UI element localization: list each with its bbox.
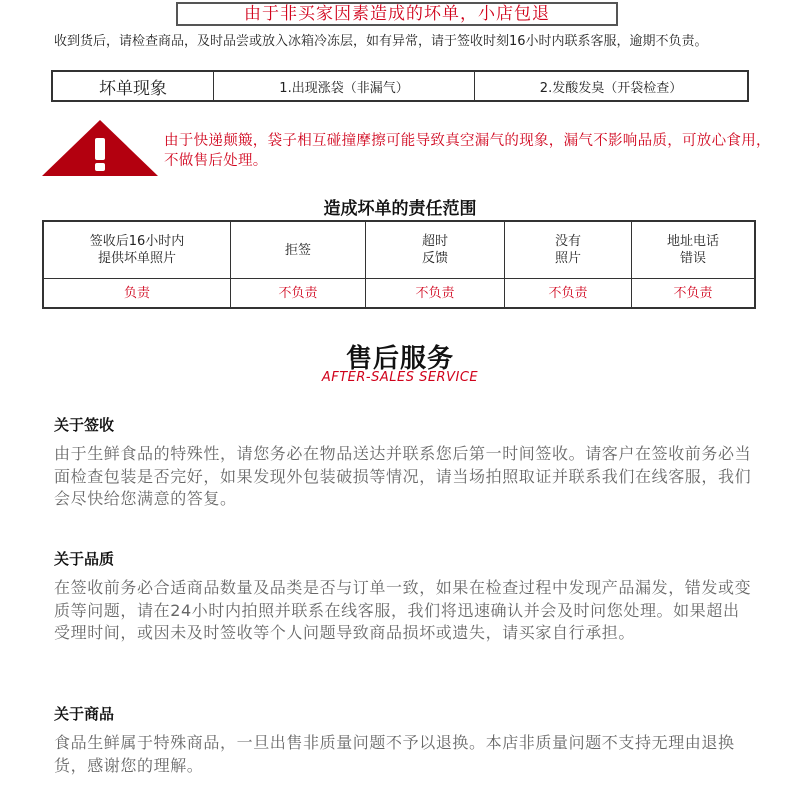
section-heading: 关于商品	[54, 705, 115, 723]
responsibility-cell	[505, 221, 632, 279]
responsibility-cell	[632, 221, 756, 279]
section-body: 由于生鲜食品的特殊性，请您务必在物品送达并联系您后第一时间签收。请客户在签收前务必当面检查包装是否完好，如果发现外包装破损等情况，请当场拍照取证并联系我们在线客服，我们会尽快给您满意的答复。	[54, 444, 752, 508]
after-sales-title: 售后服务	[345, 344, 454, 374]
after-sales-subtitle: AFTER-SALES SERVICE	[321, 370, 479, 385]
cell-line: 拒签	[284, 242, 311, 258]
section-body: 在签收前务必合适商品数量及品类是否与订单一致，如果在检查过程中发现产品漏发，错发或变质等问题，请在24小时内拍照并联系在线客服，我们将迅速确认并会及时问您处理。如果超出受理时间，或因未及时签收等个人问题导致商品损坏或遗失，请买家自行承担。	[54, 578, 752, 642]
cell-line: 提供坏单照片	[97, 251, 176, 266]
responsibility-cell	[231, 221, 366, 279]
after-sales-section	[54, 703, 754, 777]
after-sales-section	[54, 414, 754, 511]
responsibility-result: 不负责	[366, 279, 505, 309]
cell-line: 签收后16小时内	[89, 234, 185, 249]
section-body: 食品生鲜属于特殊商品，一旦出售非质量问题不予以退换。本店非质量问题不支持无理由退换货，感谢您的理解。	[54, 733, 735, 775]
cell-line: 反馈	[421, 251, 448, 266]
cell-line: 超时	[421, 234, 448, 249]
responsibility-result: 不负责	[505, 279, 632, 309]
bad-phenomena-table	[51, 70, 749, 102]
responsibility-result: 不负责	[632, 279, 756, 309]
after-sales-section	[54, 548, 754, 645]
responsibility-result-row	[43, 279, 755, 309]
cell-line: 错误	[679, 251, 706, 266]
bad-phenomena-item: 2.发酸发臭（开袋检查）	[539, 80, 683, 96]
cell-line: 地址电话	[666, 234, 719, 249]
top-banner: 由于非买家因素造成的坏单，小店包退	[176, 2, 618, 26]
section-heading: 关于签收	[54, 416, 115, 434]
responsibility-table	[42, 220, 756, 309]
section-heading: 关于品质	[54, 550, 115, 568]
responsibility-title: 造成坏单的责任范围	[323, 199, 477, 219]
warning-triangle-icon	[40, 118, 160, 178]
bad-phenomena-item: 1.出现涨袋（非漏气）	[214, 72, 475, 100]
receipt-note: 收到货后，请检查商品，及时品尝或放入冰箱冷冻层，如有异常，请于签收时刻16小时内联系客服，逾期不负责。	[54, 34, 708, 49]
cell-line: 照片	[554, 251, 581, 266]
responsibility-cell	[366, 221, 505, 279]
responsibility-header-row	[43, 221, 755, 279]
responsibility-result: 负责	[43, 279, 231, 309]
responsibility-result: 不负责	[231, 279, 366, 309]
warning-text: 由于快递颠簸，袋子相互碰撞摩擦可能导致真空漏气的现象，漏气不影响品质，可放心食用，不做售后处理。	[164, 133, 771, 169]
bad-phenomena-header: 坏单现象	[53, 72, 214, 100]
cell-line: 没有	[554, 234, 581, 249]
responsibility-cell	[43, 221, 231, 279]
